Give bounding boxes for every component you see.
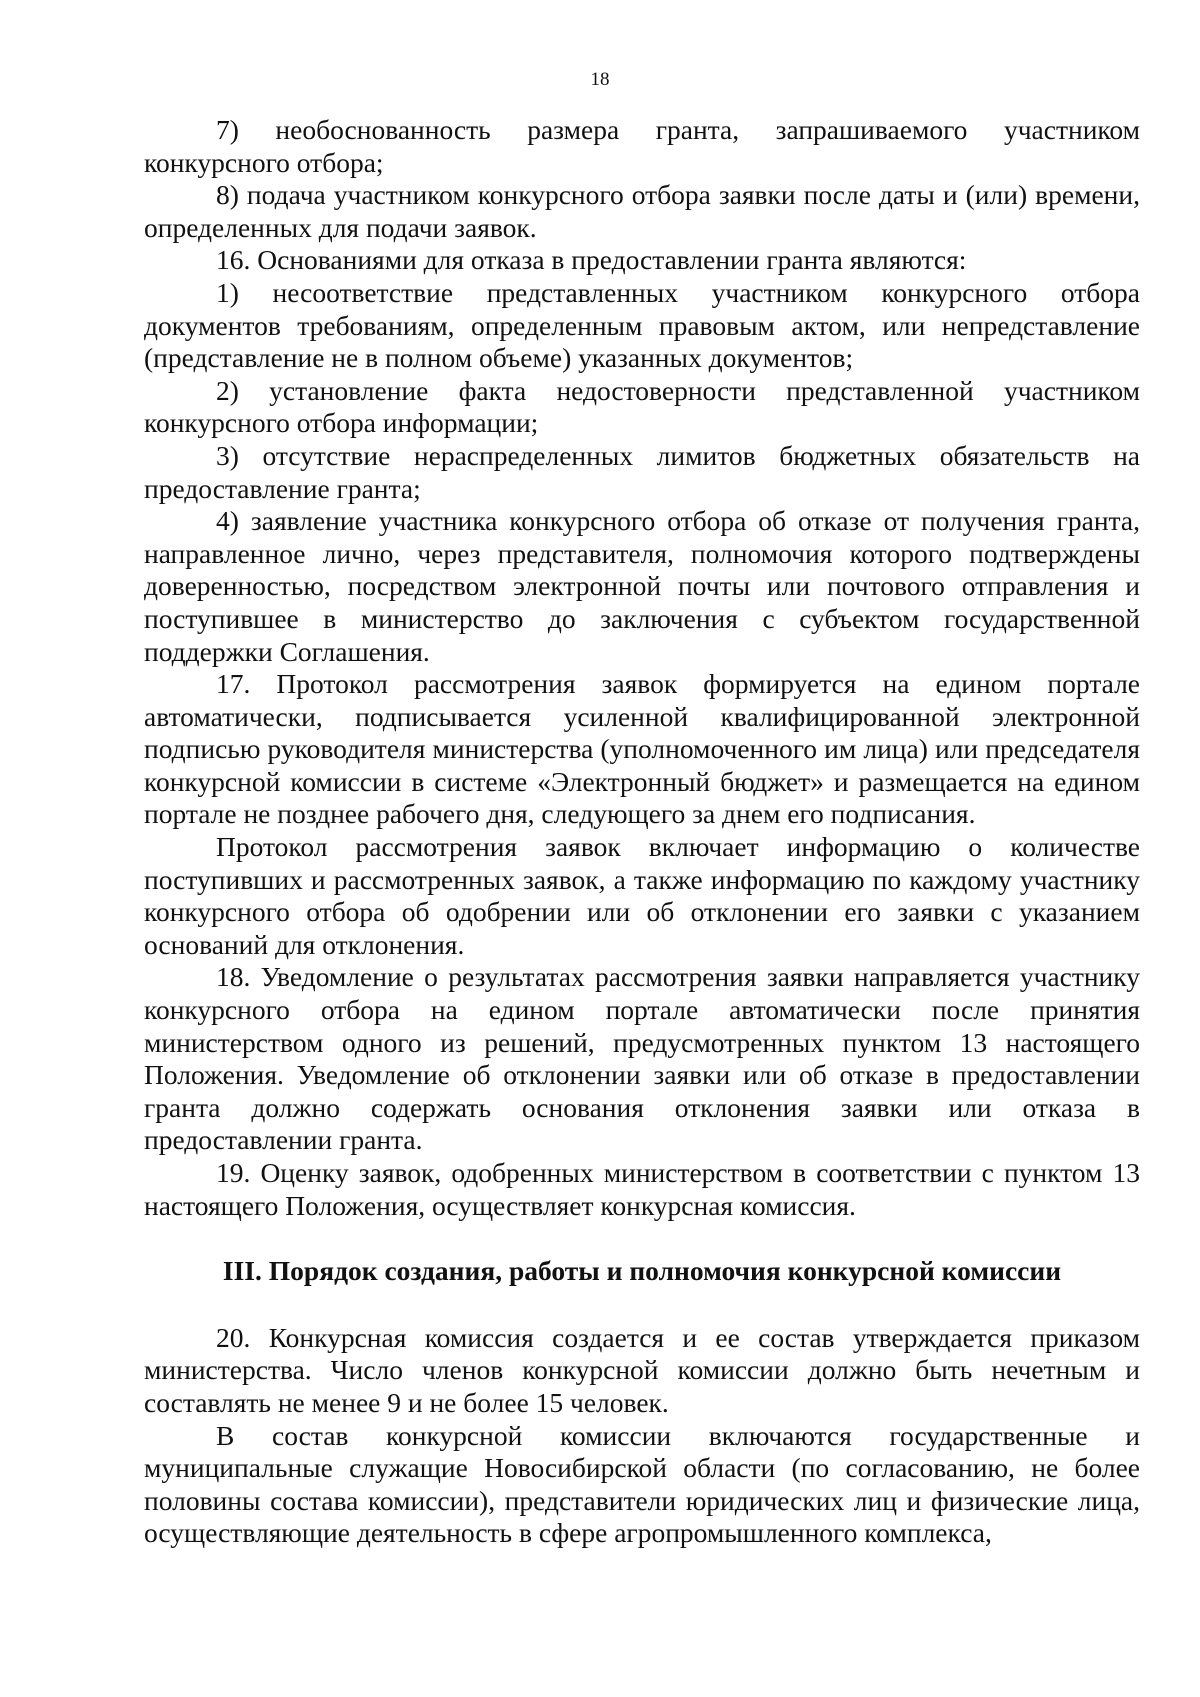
page-number: 18: [590, 69, 610, 90]
clause-20-commission: 20. Конкурсная комиссия создается и ее состав утверждается приказом министерства. Число членов конкурсной комиссии должно быть нечетным и составлять не менее 9 и не более 15 человек.: [144, 1321, 1140, 1418]
clause-18-notification: 18. Уведомление о результатах рассмотрения заявки направляется участнику конкурсного отбора на едином портале автоматически после принятия министерством одного из решений, предусмотренных пунктом 13 настоящего Положения. Уведомление об отклонении заявки или об отказе в предоставлении гранта должно содержать основания отклонения заявки или отказа в предоставлении гранта.: [144, 961, 1140, 1156]
clause-16-item-2: 2) установление факта недостоверности представленной участником конкурсного отбора информации;: [144, 374, 1140, 439]
clause-16-item-3: 3) отсутствие нераспределенных лимитов бюджетных обязательств на предоставление гранта;: [144, 439, 1140, 504]
clause-17-protocol-contents: Протокол рассмотрения заявок включает информацию о количестве поступивших и рассмотренных заявок, а также информацию по каждому участнику конкурсного отбора об одобрении или об отклонении его заявки с указанием оснований для отклонения.: [144, 831, 1140, 960]
clause-16-item-1: 1) несоответствие представленных участником конкурсного отбора документов требованиям, определенным правовым актом, или непредставление (представление не в полном объеме) указанных документов;: [144, 276, 1140, 374]
clause-16-item-4: 4) заявление участника конкурсного отбора об отказе от получения гранта, направленное лично, через представителя, полномочия которого подтверждены доверенностью, посредством электронной почты или почтового отправления и поступившее в министерство до заключения с субъектом государственной поддержки Соглашения.: [144, 505, 1140, 667]
clause-16-refusal-grounds: 16. Основаниями для отказа в предоставлении гранта являются:: [216, 244, 967, 276]
document-body: [144, 114, 1140, 1550]
list-item-8-late-submission: 8) подача участником конкурсного отбора заявки после даты и (или) времени, определенных для подачи заявок.: [144, 179, 1140, 243]
clause-17-protocol: 17. Протокол рассмотрения заявок формируется на едином портале автоматически, подписывается усиленной квалифицированной электронной подписью руководителя министерства (уполномоченного им лица) или председателя конкурсной комиссии в системе «Электронный бюджет» и размещается на едином портале не позднее рабочего дня, следующего за днем его подписания.: [144, 668, 1140, 830]
list-item-7-unjustified-grant-size: 7) необоснованность размера гранта, запрашиваемого участником конкурсного отбора;: [144, 114, 1140, 178]
clause-20-composition: В состав конкурсной комиссии включаются государственные и муниципальные служащие Новосибирской области (по согласованию, не более половины состава комиссии), представители юридических лиц и физические лица, осуществляющие деятельность в сфере агропромышленного комплекса,: [144, 1419, 1140, 1549]
section-heading: III. Порядок создания, работы и полномочия конкурсной комиссии: [222, 1255, 1062, 1287]
clause-19-evaluation: 19. Оценку заявок, одобренных министерством в соответствии с пунктом 13 настоящего Положения, осуществляет конкурсная комиссия.: [144, 1157, 1140, 1221]
